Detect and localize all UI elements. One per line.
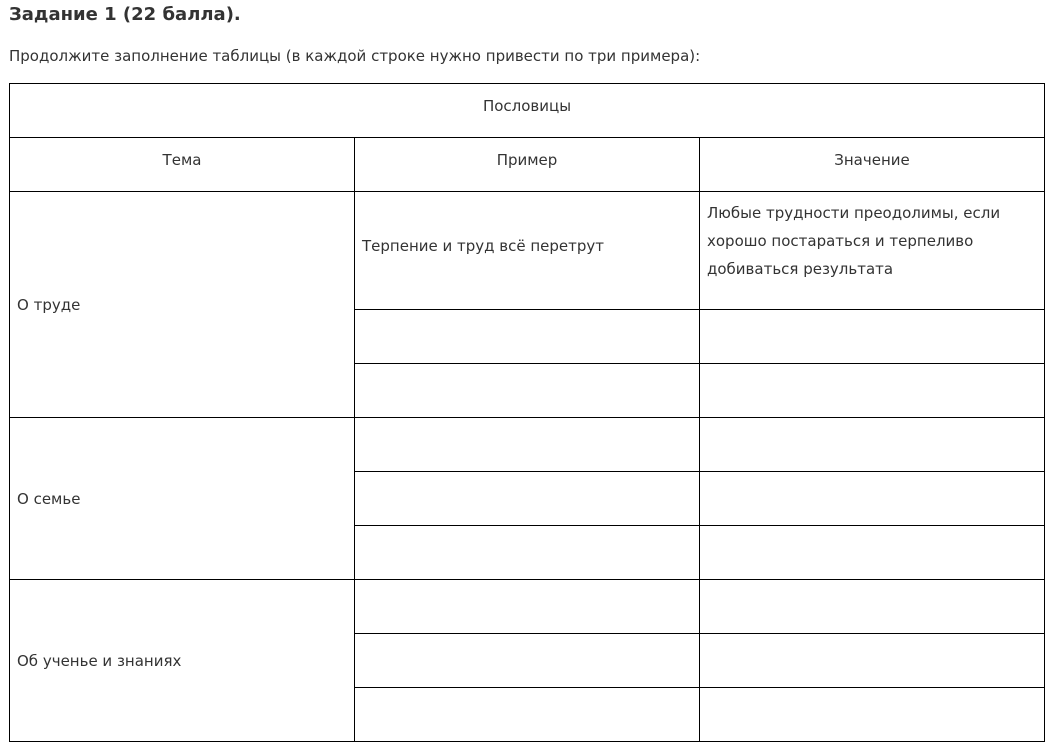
example-text: Терпение и труд всё перетрут — [362, 236, 605, 255]
example-cell[interactable] — [355, 418, 700, 472]
table-row — [10, 580, 1045, 634]
meaning-cell[interactable] — [700, 688, 1045, 742]
meaning-cell[interactable] — [700, 418, 1045, 472]
table-row — [10, 418, 1045, 472]
example-cell[interactable] — [355, 580, 700, 634]
meaning-cell[interactable] — [700, 472, 1045, 526]
table-caption-cell — [10, 84, 1045, 138]
example-cell[interactable] — [355, 634, 700, 688]
header-example: Пример — [496, 150, 558, 169]
topic-label: О труде — [17, 295, 81, 314]
proverbs-table — [9, 83, 1045, 742]
header-meaning: Значение — [834, 150, 910, 169]
task-instruction: Продолжите заполнение таблицы (в каждой строке нужно привести по три примера): — [9, 47, 701, 65]
topic-label: О семье — [17, 489, 81, 508]
example-cell[interactable] — [355, 526, 700, 580]
header-topic: Тема — [162, 150, 202, 169]
table-header-row — [10, 138, 1045, 192]
header-example-cell — [355, 138, 700, 192]
meaning-cell[interactable] — [700, 192, 1045, 310]
table-caption: Пословицы — [482, 96, 572, 115]
example-cell[interactable] — [355, 688, 700, 742]
topic-label: Об ученье и знаниях — [17, 651, 182, 670]
table-caption-row — [10, 84, 1045, 138]
meaning-cell[interactable] — [700, 634, 1045, 688]
topic-cell-learning — [10, 580, 355, 742]
topic-cell-family — [10, 418, 355, 580]
example-cell[interactable] — [355, 310, 700, 364]
header-meaning-cell — [700, 138, 1045, 192]
meaning-cell[interactable] — [700, 580, 1045, 634]
meaning-cell[interactable] — [700, 364, 1045, 418]
header-topic-cell — [10, 138, 355, 192]
task-title: Задание 1 (22 балла). — [9, 4, 241, 25]
example-cell[interactable] — [355, 472, 700, 526]
example-cell[interactable] — [355, 364, 700, 418]
example-cell[interactable] — [355, 192, 700, 310]
table-row — [10, 192, 1045, 310]
meaning-cell[interactable] — [700, 310, 1045, 364]
meaning-text: Любые трудности преодолимы, если хорошо постараться и терпеливо добиваться результата — [707, 204, 1001, 278]
topic-cell-labor — [10, 192, 355, 418]
meaning-cell[interactable] — [700, 526, 1045, 580]
